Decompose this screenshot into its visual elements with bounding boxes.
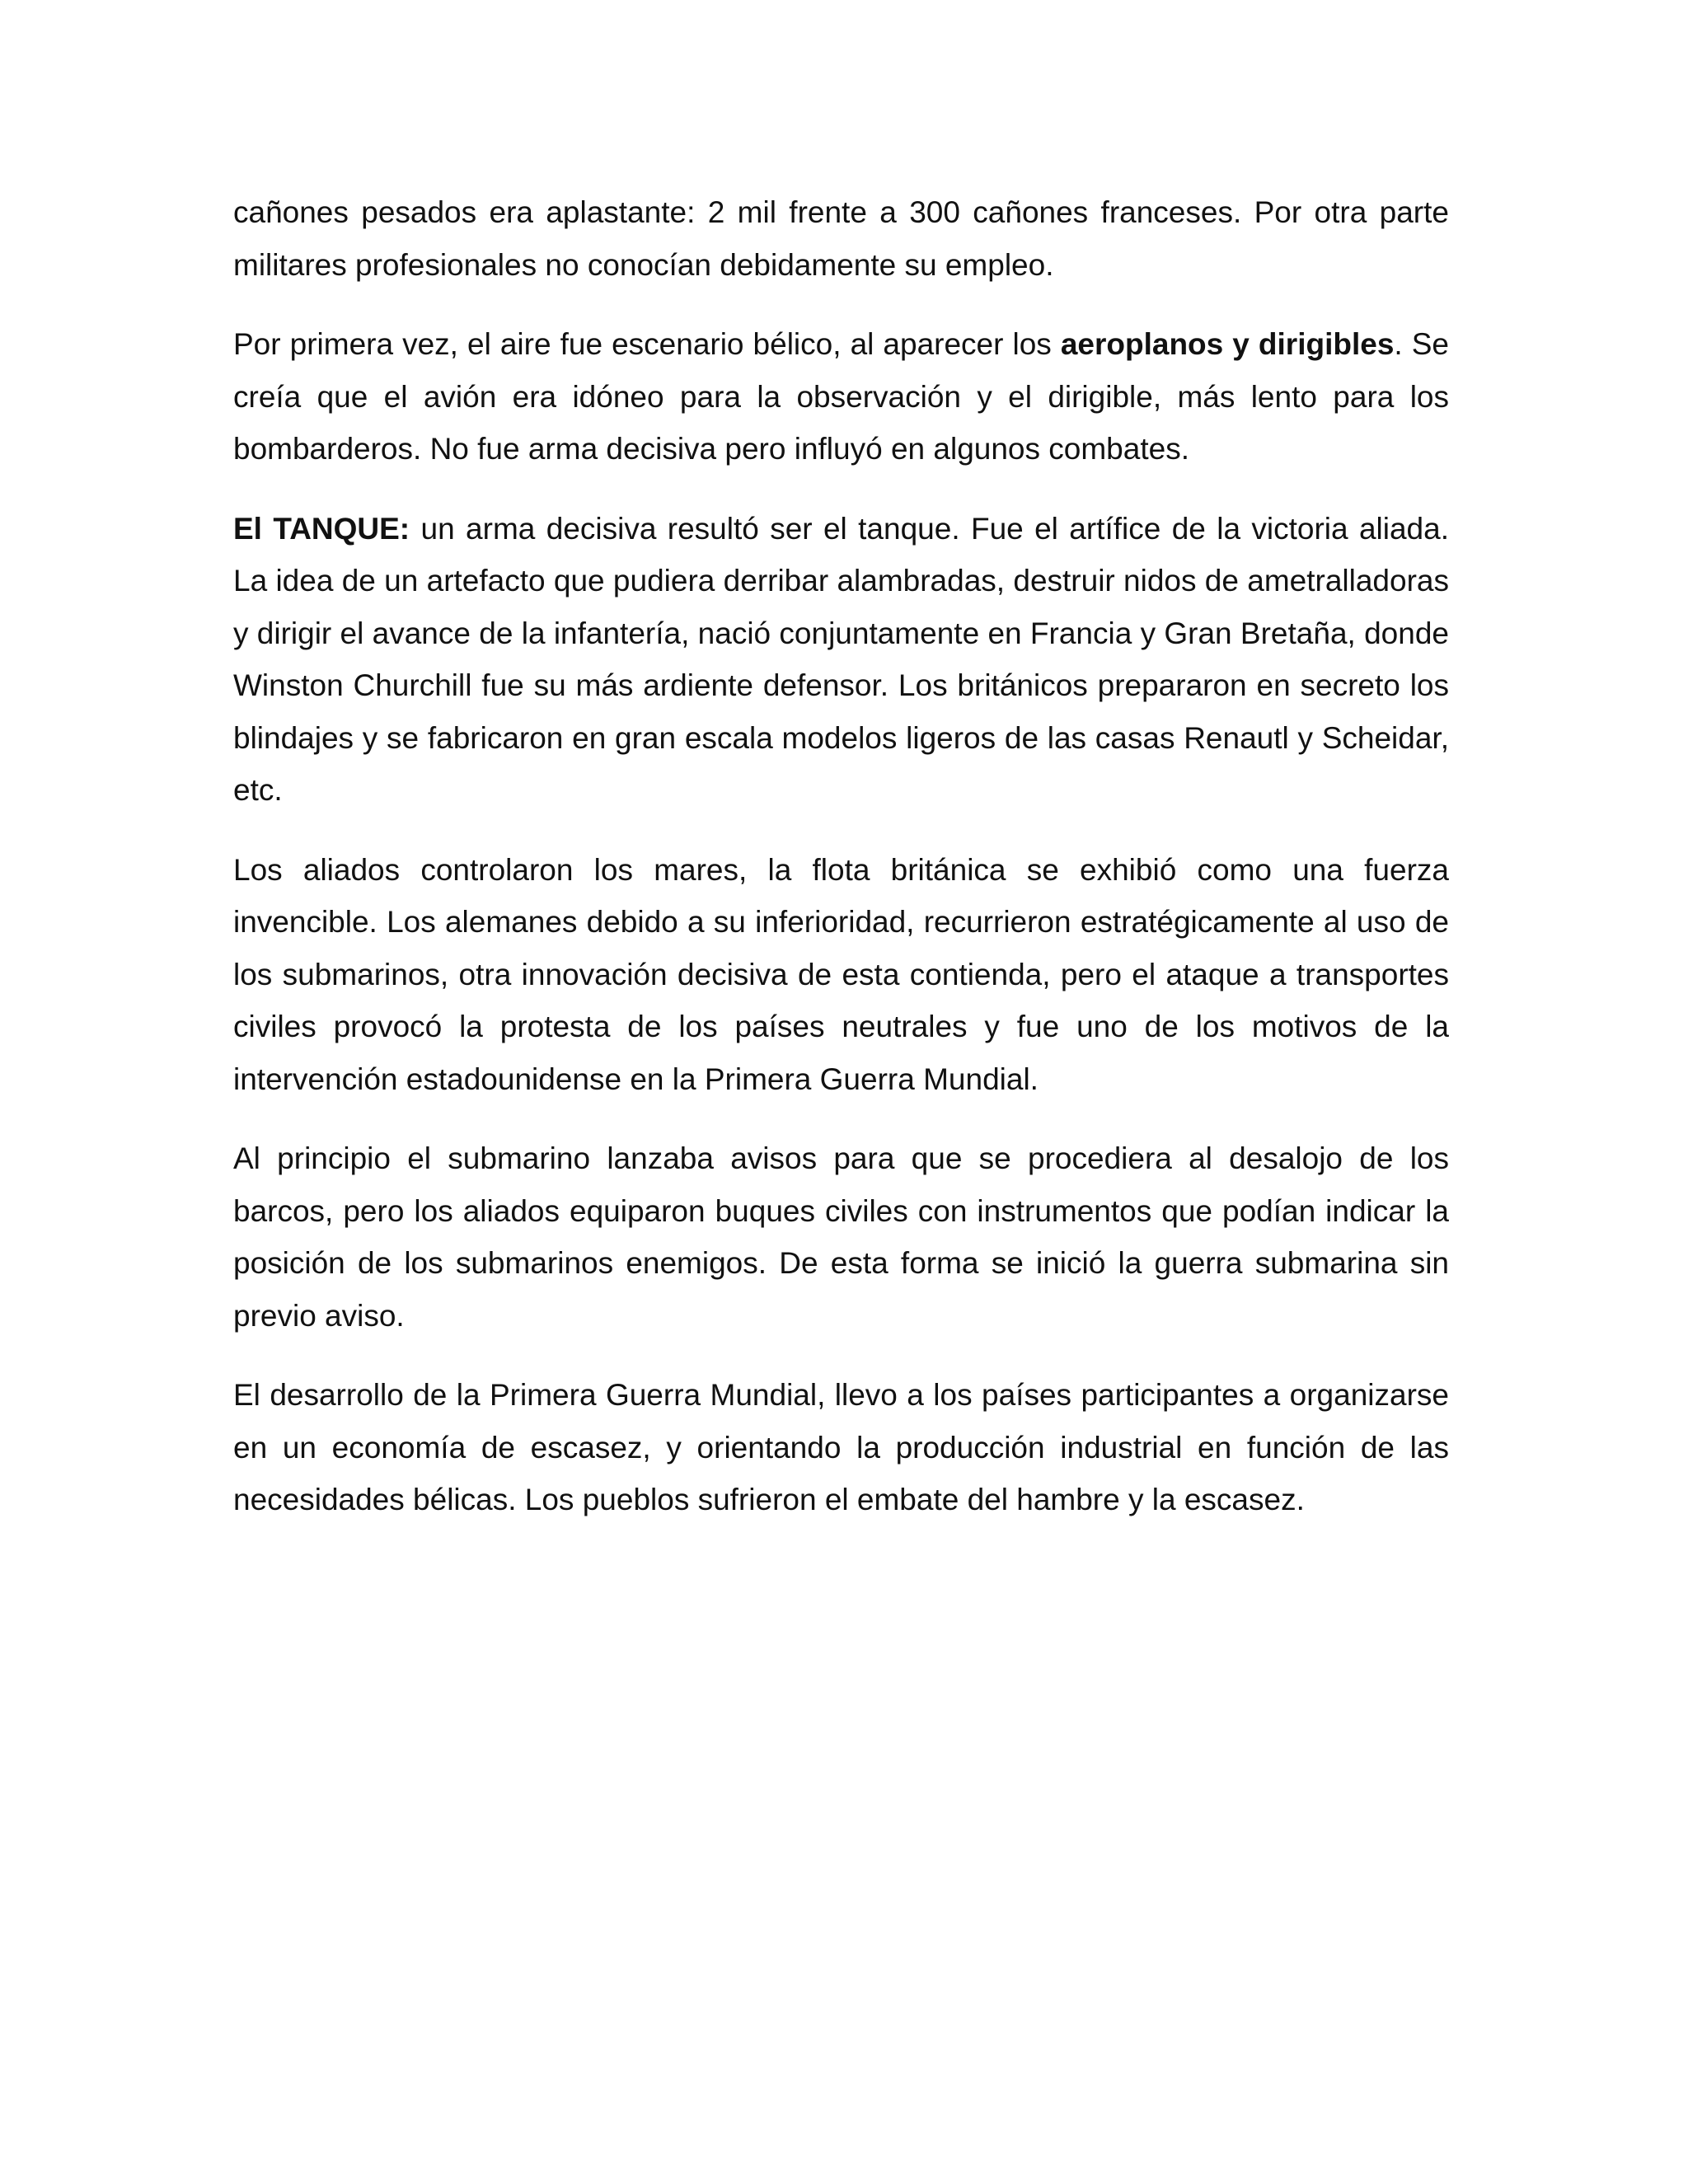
- paragraph-text: El desarrollo de la Primera Guerra Mundial, llevo a los países participantes a organizarse en un economía de escasez, y orientando la producción industrial en función de las necesidades bélicas. Los pueblos sufrieron el embate del hambre y la escasez.: [233, 1378, 1449, 1516]
- paragraph-text: Al principio el submarino lanzaba avisos para que se procediera al desalojo de los barcos, pero los aliados equiparon buques civiles con instrumentos que podían indicar la posición de los submarinos enemigos. De esta forma se inició la guerra submarina sin previo aviso.: [233, 1141, 1449, 1333]
- paragraph-text-end: . Se creía que el avión era idóneo para la observación y el dirigible, más lento para los bombarderos. No fue arma decisiva pero influyó en algunos combates.: [233, 327, 1449, 466]
- paragraph-naval: [233, 844, 1449, 1106]
- paragraph-text-start: Por primera vez, el aire fue escenario bélico, al aparecer los: [233, 327, 1061, 361]
- paragraph-text: cañones pesados era aplastante: 2 mil frente a 300 cañones franceses. Por otra parte militares profesionales no conocían debidamente su empleo.: [233, 195, 1449, 282]
- paragraph-submarine: [233, 1132, 1449, 1342]
- paragraph-text: Los aliados controlaron los mares, la flota británica se exhibió como una fuerza invencible. Los alemanes debido a su inferioridad, recurrieron estratégicamente al uso de los submarinos, otra innovación decisiva de esta contienda, pero el ataque a transportes civiles provocó la protesta de los países neutrales y fue uno de los motivos de la intervención estadounidense en la Primera Guerra Mundial.: [233, 852, 1449, 1096]
- paragraph-artillery: [233, 186, 1449, 291]
- paragraph-economy: [233, 1369, 1449, 1526]
- document-page: [233, 186, 1449, 1554]
- paragraph-aircraft: [233, 318, 1449, 476]
- bold-term-tank: El TANQUE:: [233, 511, 410, 546]
- paragraph-text: un arma decisiva resultó ser el tanque. Fue el artífice de la victoria aliada. La idea de un artefacto que pudiera derribar alambradas, destruir nidos de ametralladoras y dirigir el avance de la infantería, nació conjuntamente en Francia y Gran Bretaña, donde Winston Churchill fue su más ardiente defensor. Los británicos prepararon en secreto los blindajes y se fabricaron en gran escala modelos ligeros de las casas Renautl y Scheidar, etc.: [233, 511, 1449, 807]
- bold-term-aircraft: aeroplanos y dirigibles: [1060, 327, 1395, 361]
- paragraph-tank: [233, 503, 1449, 817]
